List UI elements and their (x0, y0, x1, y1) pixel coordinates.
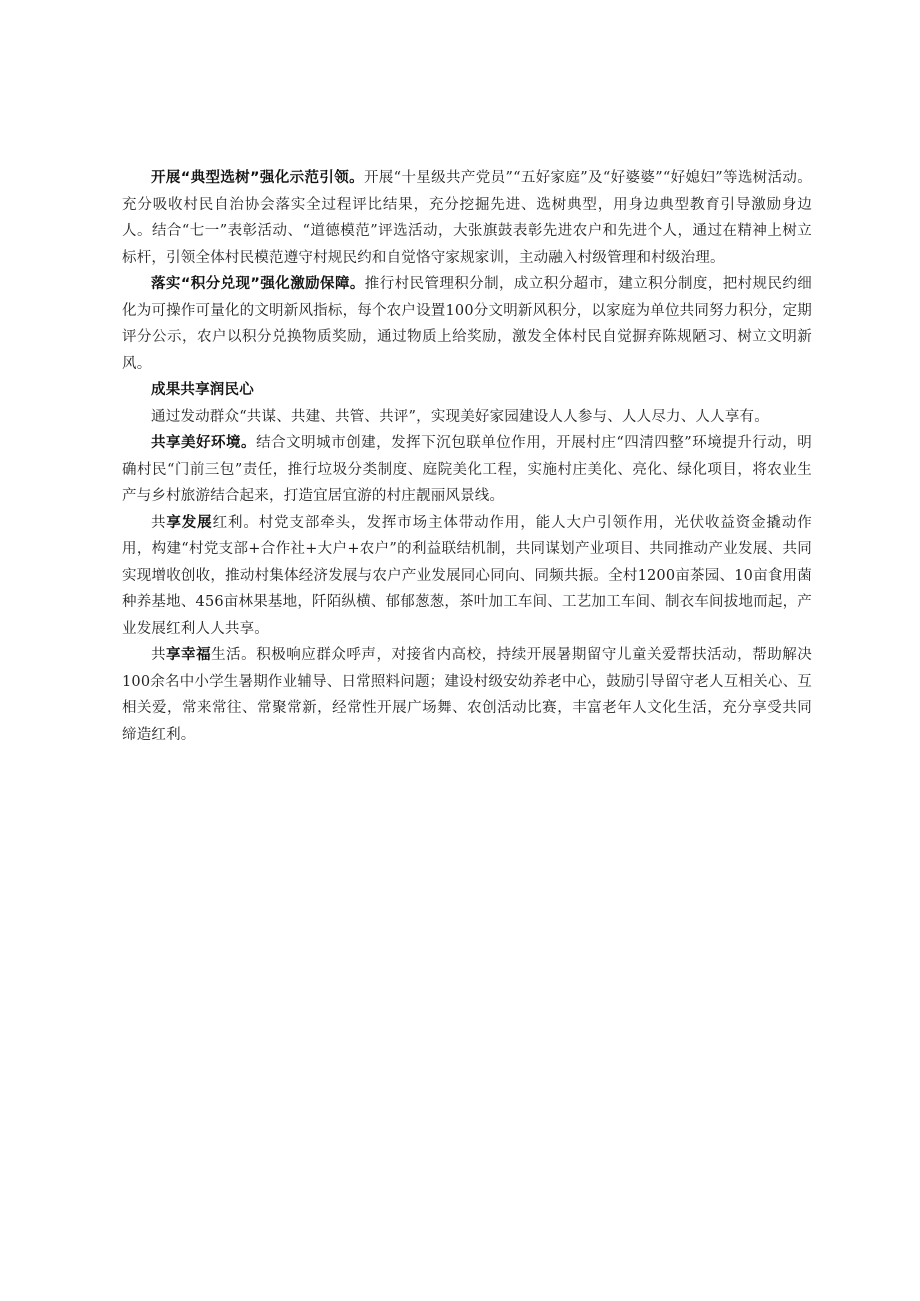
paragraph-points-redemption (122, 271, 812, 377)
section-intro: 通过发动群众“共谋、共建、共管、共评”，实现美好家园建设人人参与、人人尽力、人人享有。 (151, 408, 769, 425)
paragraph-typical-selection (122, 165, 812, 271)
paragraph-text: 开展“十星级共产党员”“五好家庭”及“好婆婆”“好媳妇”等选树活动。充分吸收村民自治协会落实全过程评比结果，充分挖掘先进、选树典型，用身边典型教育引导激励身边人。结合“七一”表彰活动、“道德模范”评选活动，大张旗鼓表彰先进农户和先进个人，通过在精神上树立标杆，引领全体村民模范遵守村规民约和自觉恪守家规家训，主动融入村级管理和村级治理。 (122, 170, 812, 266)
paragraph-prefix: 共 (151, 514, 167, 531)
paragraph-text: 红利。村党支部牵头，发挥市场主体带动作用，能人大户引领作用，光伏收益资金撬动作用，构建“村党支部+合作社+大户+农户”的利益联结机制，共同谋划产业项目、共同推动产业发展、共同实现增收创收，推动村集体经济发展与农户产业发展同心同向、同频共振。全村1200亩茶园、10亩食用菌种养基地、456亩林果基地，阡陌纵横、郁郁葱葱，茶叶加工车间、工艺加工车间、制衣车间拔地而起，产业发展红利人人共享。 (122, 514, 812, 637)
paragraph-shared-environment (122, 430, 812, 510)
paragraph-lead: 享幸福 (166, 647, 212, 663)
paragraph-lead: 开展“典型选树”强化示范引领。 (151, 170, 364, 186)
paragraph-prefix: 共 (151, 647, 167, 663)
paragraph-shared-happiness (122, 642, 812, 748)
paragraph-text: 推行村民管理积分制，成立积分超市，建立积分制度，把村规民约细化为可操作可量化的文明新风指标，每个农户设置100分文明新风积分，以家庭为单位共同努力积分，定期评分公示，农户以积分兑换物质奖励，通过物质上给奖励，激发全体村民自觉摒弃陈规陋习、树立文明新风。 (122, 276, 812, 372)
document-body (122, 165, 812, 748)
paragraph-lead: 享发展 (166, 514, 213, 531)
paragraph-text: 生活。积极响应群众呼声，对接省内高校，持续开展暑期留守儿童关爱帮扶活动，帮助解决100余名中小学生暑期作业辅导、日常照料问题；建设村级安幼养老中心，鼓励引导留守老人互相关心、互相关爱，常来常往、常聚常新，经常性开展广场舞、农创活动比赛，丰富老年人文化生活，充分享受共同缔造红利。 (122, 647, 812, 743)
section-heading: 成果共享润民心 (151, 382, 254, 398)
paragraph-shared-development (122, 510, 812, 643)
paragraph-text: 结合文明城市创建，发挥下沉包联单位作用，开展村庄“四清四整”环境提升行动，明确村民“门前三包”责任，推行垃圾分类制度、庭院美化工程，实施村庄美化、亮化、绿化项目，将农业生产与乡村旅游结合起来，打造宜居宜游的村庄靓丽风景线。 (122, 435, 812, 504)
paragraph-lead: 共享美好环境。 (151, 435, 257, 451)
paragraph-lead: 落实“积分兑现”强化激励保障。 (151, 276, 365, 292)
